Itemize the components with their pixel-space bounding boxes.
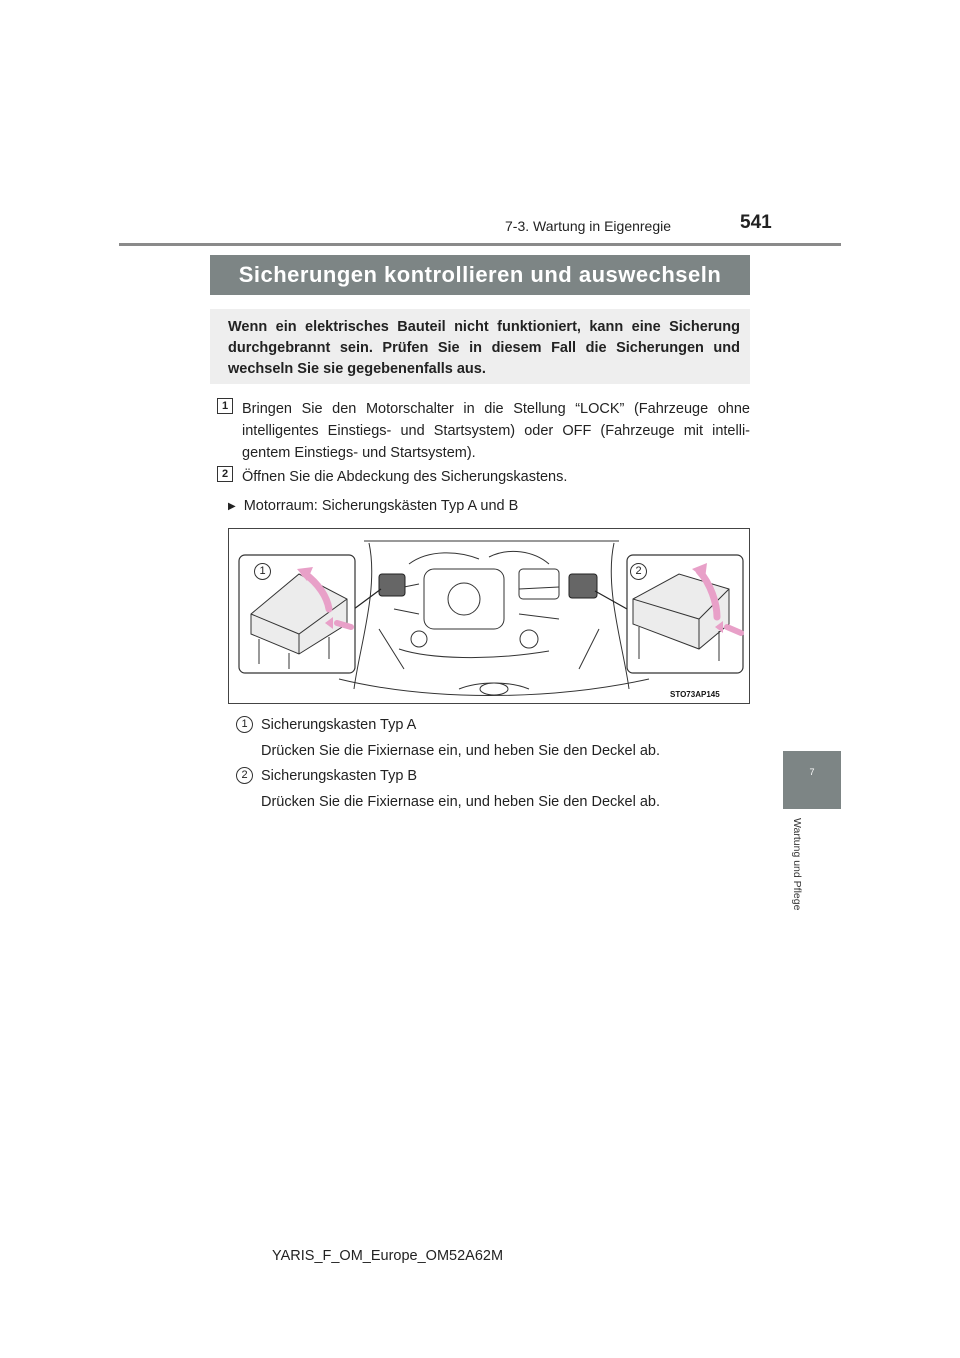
leader-line-b xyxy=(595,591,627,609)
bumper-line xyxy=(339,679,649,696)
cap-left xyxy=(411,631,427,647)
step-1-text: Bringen Sie den Motorschalter in die Stellung “LOCK” (Fahrzeuge ohne intelligentes Einstiegs- und Startsystem) oder OFF (Fahrzeuge mit intelli- gentem Einstiegs- und Startsystem). xyxy=(242,401,750,461)
reservoir xyxy=(519,569,559,599)
figure-callout-2: 2 xyxy=(630,563,647,580)
fuse-box-a-small xyxy=(379,574,405,596)
chapter-tab xyxy=(783,751,841,809)
legend-callout-2: 2 xyxy=(236,767,253,784)
emblem xyxy=(480,683,508,695)
legend-2-title: Sicherungskasten Typ B xyxy=(261,768,418,784)
fender-left xyxy=(354,543,372,689)
intro-box xyxy=(210,309,750,384)
legend-2-text: Drücken Sie die Fixiernase ein, und heben Sie den Deckel ab. xyxy=(261,794,660,810)
fender-right xyxy=(611,543,629,689)
fuse-box-b-small xyxy=(569,574,597,598)
legend-1-title: Sicherungskasten Typ A xyxy=(261,717,417,733)
hoses-top xyxy=(409,551,549,564)
triangle-right-icon: ▶ xyxy=(228,501,236,512)
leader-line-a xyxy=(354,589,381,609)
engine-cap xyxy=(448,583,480,615)
title-bar xyxy=(210,255,750,295)
step-badge-1: 1 xyxy=(217,398,233,414)
emblem-arc xyxy=(459,683,529,689)
intro-text: Wenn ein elektrisches Bauteil nicht funktioniert, kann eine Sicherung durchgebrannt sein. Prüfen Sie in diesem Fall die Sicherungen und wechseln Sie sie gegebenenfalls aus. xyxy=(228,319,740,377)
bullet-item xyxy=(228,495,518,518)
legend-1-text: Drücken Sie die Fixiernase ein, und heben Sie den Deckel ab. xyxy=(261,743,660,759)
engine-cover xyxy=(424,569,504,629)
engine-illustration xyxy=(229,529,749,703)
footer-document-id: YARIS_F_OM_Europe_OM52A62M xyxy=(272,1248,504,1264)
step-2-text: Öffnen Sie die Abdeckung des Sicherungskastens. xyxy=(242,469,568,485)
page-number: 541 xyxy=(740,212,772,233)
header-section-title: 7-3. Wartung in Eigenregie xyxy=(505,218,672,234)
page-title: Sicherungen kontrollieren und auswechseln xyxy=(238,262,722,287)
chapter-label: Wartung und Pflege xyxy=(791,818,803,911)
cap-right xyxy=(520,630,538,648)
header-rule xyxy=(119,243,841,246)
engine-compartment-figure xyxy=(228,528,750,704)
legend-callout-1: 1 xyxy=(236,716,253,733)
chapter-number: 7 xyxy=(809,767,815,777)
radiator-line xyxy=(399,649,549,658)
step-badge-2: 2 xyxy=(217,466,233,482)
bullet-text: Motorraum: Sicherungskästen Typ A und B xyxy=(243,498,519,514)
figure-code: STO73AP145 xyxy=(670,690,720,699)
figure-callout-1: 1 xyxy=(254,563,271,580)
